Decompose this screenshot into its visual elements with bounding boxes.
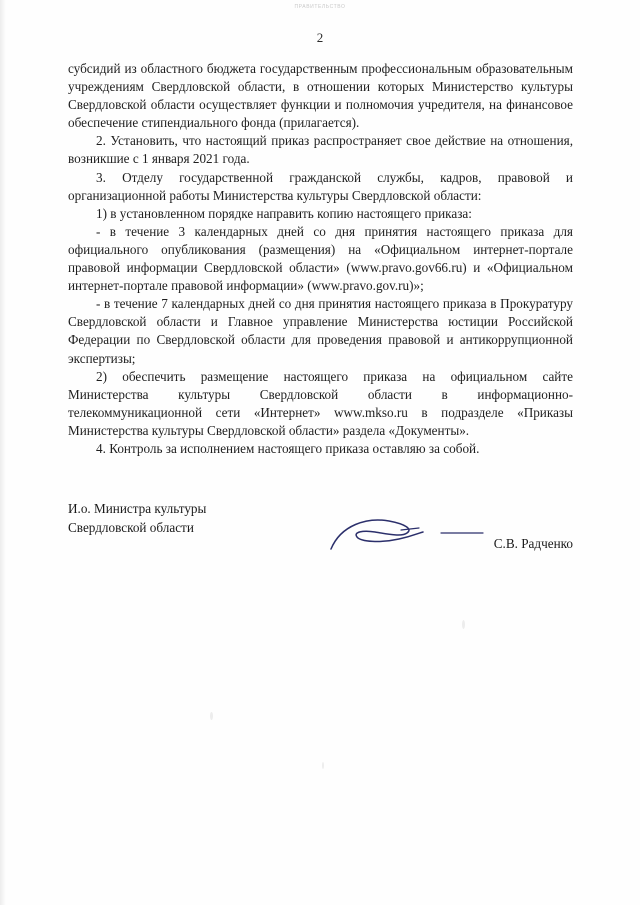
signature-row <box>68 519 573 561</box>
page-edge-shadow <box>0 0 6 905</box>
signature-block <box>68 500 573 561</box>
paragraph-item-3-1: 1) в установленном порядке направить копию настоящего приказа: <box>96 205 472 221</box>
document-body <box>68 60 573 458</box>
paragraph-item-4: 4. Контроль за исполнением настоящего приказа оставляю за собой. <box>96 440 480 456</box>
faint-page-header: ПРАВИТЕЛЬСТВО <box>294 4 346 10</box>
signer-title-line-2: Свердловской области <box>68 519 194 535</box>
page-number: 2 <box>316 30 324 45</box>
paragraph-item-3: 3. Отделу государственной гражданской службы, кадров, правовой и организационной работы Министерства культуры Свердловской области: <box>68 169 573 203</box>
signer-title-line-1: И.о. Министра культуры <box>68 501 207 516</box>
paragraph-bullet-3-days: - в течение 3 календарных дней со дня принятия настоящего приказа для официального опубликования (размещения) на «Официальном интернет-портале правовой информации Свердловской области» (www.pravo.gov66.ru) и «Официальном интернет-портале правовой информации» (www.pravo.gov.ru)»; <box>68 223 573 294</box>
paper-smudge <box>210 712 213 720</box>
paper-smudge <box>462 620 465 629</box>
paragraph-continuation: субсидий из областного бюджета государственным профессиональным образовательным учреждениям Свердловской области, в отношении которых Министерство культуры Свердловской области осуществляет функции и полномочия учредителя, на финансовое обеспечение стипендиального фонда (прилагается). <box>68 61 573 131</box>
paragraph-bullet-7-days: - в течение 7 календарных дней со дня принятия настоящего приказа в Прокуратуру Свердловской области и Главное управление Министерства юстиции Российской Федерации по Свердловской области для проведения правовой и антикоррупционной экспертизы; <box>68 296 573 366</box>
paragraph-item-2: 2. Установить, что настоящий приказ распространяет свое действие на отношения, возникшие с 1 января 2021 года. <box>68 133 573 167</box>
paper-smudge <box>322 762 324 769</box>
signer-name: С.В. Радченко <box>493 535 573 551</box>
paragraph-item-3-2: 2) обеспечить размещение настоящего приказа на официальном сайте Министерства культуры Свердловской области в информационно-телекоммуникационной сети «Интернет» www.mkso.ru в подразделе «Приказы Министерства культуры Свердловской области» раздела «Документы». <box>68 368 573 438</box>
